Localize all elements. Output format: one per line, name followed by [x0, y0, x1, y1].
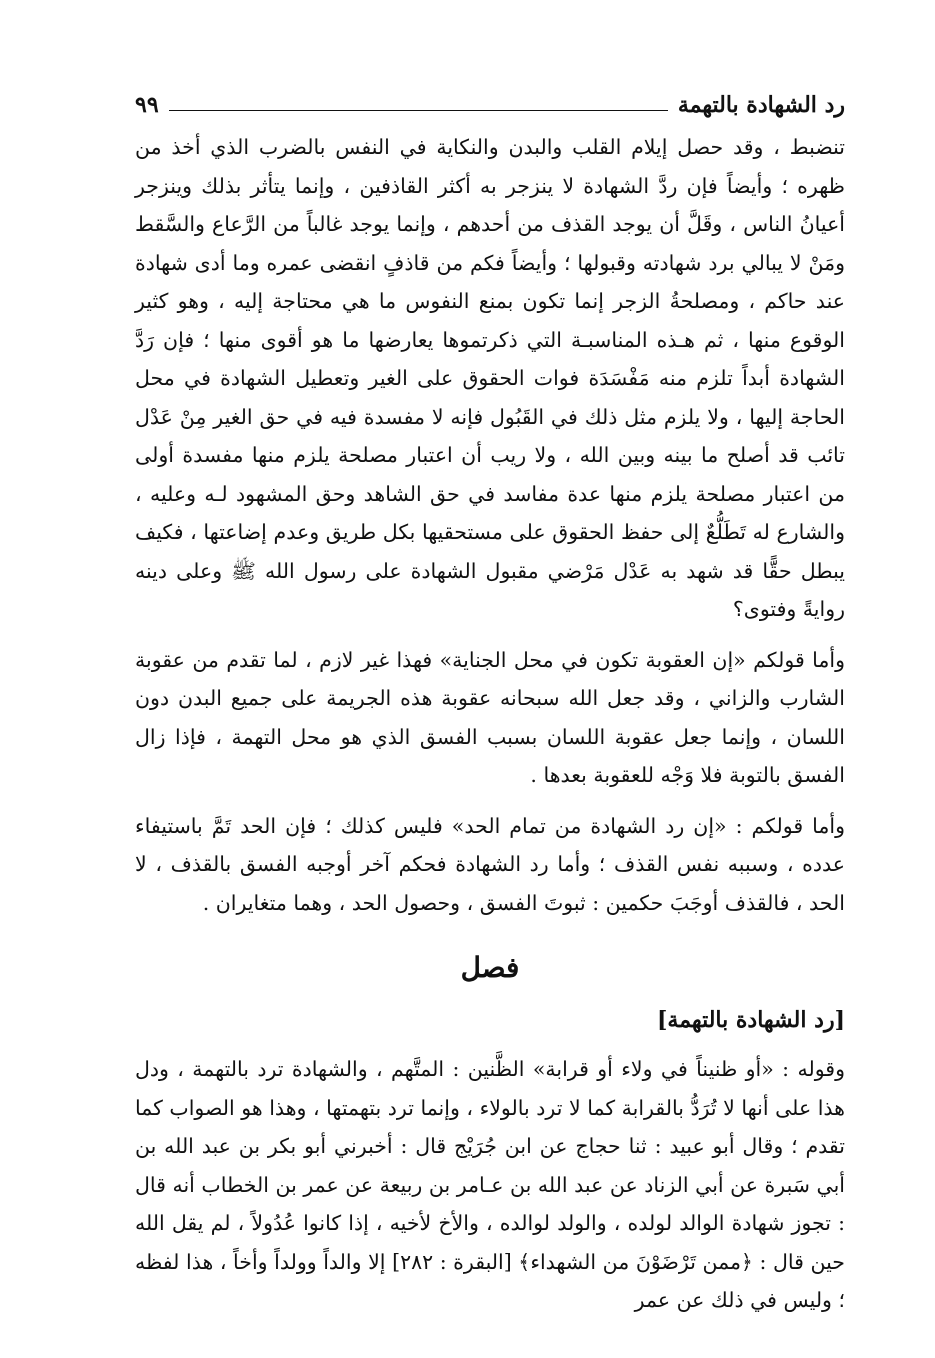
section-heading: فصل	[460, 951, 520, 984]
running-header	[135, 88, 845, 118]
paragraph: وقوله : «أو ظنيناً في ولاء أو قرابة» الظَّنين : المتَّهم ، والشهادة ترد بالتهمة ، ودل هذا على أنها لا تُرَدُّ بالقرابة كما لا ترد بالولاء ، وإنما ترد بتهمتها ، وهذا هو الصواب كما تقدم ؛ وقال أبو عبيد : ثنا حجاج عن ابن جُرَيْج قال : أخبرني أبو بكر بن عبد الله بن أبي سَبرة عن أبي الزناد عن عبد الله بن عـامر بن ربيعة عن عمر بن الخطاب أنه قال : تجوز شهادة الوالد لولده ، والولد لوالده ، والأخ لأخيه ، إذا كانوا عُدُولاً ، لم يقل الله حين قال : ﴿ممن تَرْضَوْنَ من الشهداء﴾ [البقرة : ٢٨٢] إلا والداً وولداً وأخاً ، هذا لفظه ؛ وليس في ذلك عن عمر	[135, 1057, 845, 1312]
book-page	[135, 88, 845, 1320]
paragraph: وأما قولكم : «إن رد الشهادة من تمام الحد» فليس كذلك ؛ فإن الحد تَمَّ باستيفاء عدده ، وسببه نفس القذف ؛ وأما رد الشهادة فحكم آخر أوجبه الفسق بالقذف ، لا الحد ، فالقذف أوجَبَ حكمين : ثبوتَ الفسق ، وحصول الحد ، وهما متغايران .	[135, 813, 845, 915]
paragraph: تنضبط ، وقد حصل إيلام القلب والبدن والنكاية في النفس بالضرب الذي أخذ من ظهره ؛ وأيضاً فإن ردَّ الشهادة لا ينزجر به أكثر القاذفين ، وإنما يتأثر بذلك وينزجر أعيانُ الناس ، وقَلَّ أن يوجد القذف من أحدهم ، وإنما يوجد غالباً من الرَّعاع والسَّقط ومَنْ لا يبالي برد شهادته وقبولها ؛ وأيضاً فكم من قاذفٍ انقضى عمره وما أدى شهادة عند حاكم ، ومصلحةُ الزجر إنما تكون بمنع النفوس ما هي محتاجة إليه ، وهو كثير الوقوع منها ، ثم هـذه المناسبـة التي ذكرتموها يعارضها ما هو أقوى منها ؛ فإن رَدَّ الشهادة أبداً تلزم منه مَفْسَدَة فوات الحقوق على الغير وتعطيل الشهادة في محل الحاجة إليها ، ولا يلزم مثل ذلك في القَبُول فإنه لا مفسدة فيه في حق الغير مِنْ عَدْل تائب قد أصلح ما بينه وبين الله ، ولا ريب أن اعتبار مصلحة يلزم منها مفسدة أولى من اعتبار مصلحة يلزم منها عدة مفاسد في حق الشاهد وحق المشهود لـه وعليه ، والشارع له تَطَلُّعٌ إلى حفظ الحقوق على مستحقيها بكل طريق وعدم إضاعتها ، فكيف يبطل حقًّا قد شهد به عَدْل مَرْضي مقبول الشهادة على رسول الله ﷺ وعلى دينه روايةً وفتوى؟	[135, 135, 845, 621]
body-text-top	[135, 128, 845, 922]
running-header-title: رد الشهادة بالتهمة	[677, 92, 845, 118]
body-text-bottom	[135, 1050, 845, 1320]
section-subheading: [رد الشهادة بالتهمة]	[657, 1007, 845, 1033]
header-rule	[169, 110, 668, 111]
page-number: ٩٩	[135, 92, 159, 118]
paragraph: وأما قولكم «إن العقوبة تكون في محل الجناية» فهذا غير لازم ، لما تقدم من عقوبة الشارب والزاني ، وقد جعل الله سبحانه عقوبة هذه الجريمة على جميع البدن دون اللسان ، وإنما جعل عقوبة اللسان بسبب الفسق الذي هو محل التهمة ، فإذا زال الفسق بالتوبة فلا وَجْه للعقوبة بعدها .	[135, 647, 845, 787]
